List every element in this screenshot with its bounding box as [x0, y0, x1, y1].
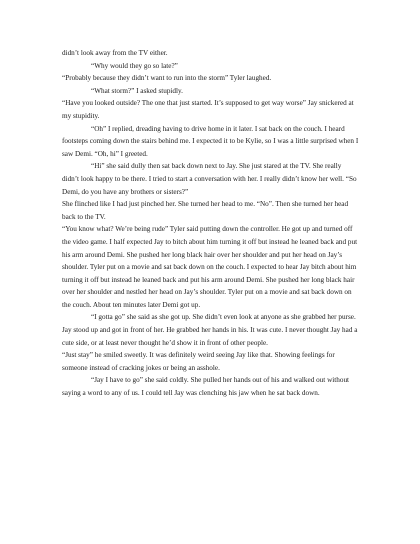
paragraph-6: “Oh” I replied, dreading having to drive home in it later. I sat back on the couch. I heard footsteps coming down the stairs behind me. I expected it to be Kylie, so I was a little surprised when I saw Demi. “Oh, hi” I greeted.	[62, 124, 359, 158]
paragraph-8: She flinched like I had just pinched her. She turned her head to me. “No”. Then she turned her head back to the TV.	[62, 200, 349, 221]
paragraph-2: “Why would they go so late?”	[91, 61, 178, 70]
body-text	[62, 47, 360, 400]
paragraph-12: “Jay I have to go” she said coldly. She pulled her hands out of his and walked out without saying a word to any of us. I could tell Jay was clenching his jaw when he sat back down.	[62, 376, 350, 398]
paragraph-3: “Probably because they didn’t want to run into the storm” Tyler laughed.	[62, 74, 272, 83]
paragraph-11: “Just stay” he smiled sweetly. It was definitely weird seeing Jay like that. Showing feelings for someone instead of cracking jokes or being an asshole.	[62, 351, 335, 372]
paragraph-1: didn’t look away from the TV either.	[62, 49, 168, 57]
paragraph-4: “What storm?” I asked stupidly.	[91, 86, 183, 95]
paragraph-7: “Hi” she said dully then sat back down next to Jay. She just stared at the TV. She really didn’t look happy to be there. I tried to start a conversation with her. I really didn’t know her well. “So Demi, do you have any brothers or sisters?”	[62, 162, 357, 196]
paragraph-10: “I gotta go” she said as she got up. She didn’t even look at anyone as she grabbed her purse. Jay stood up and got in front of her. He grabbed her hands in his. It was cute. I never thought Jay had a cute side, or at least never thought he’d show it in front of other people.	[62, 313, 358, 347]
paragraph-9: “You know what? We’re being rude” Tyler said putting down the controller. He got up and turned off the video game. I half expected Jay to bitch about him turning it off but instead he leaned back and put his arm around Demi. She pushed her long black hair over her shoulder and put her head on Jay’s shoulder. Tyler put on a movie and sat back down on the couch. I expected to hear Jay bitch about him turning it off but instead he leaned back and put his arm around Demi. She pushed her long black hair over her shoulder and nestled her head on Jay’s shoulder. Tyler put on a movie and sat back down on the couch. About ten minutes later Demi got up.	[62, 225, 358, 309]
paragraph-5: “Have you looked outside? The one that just started. It’s supposed to get way worse” Jay snickered at my stupidity.	[62, 99, 354, 120]
